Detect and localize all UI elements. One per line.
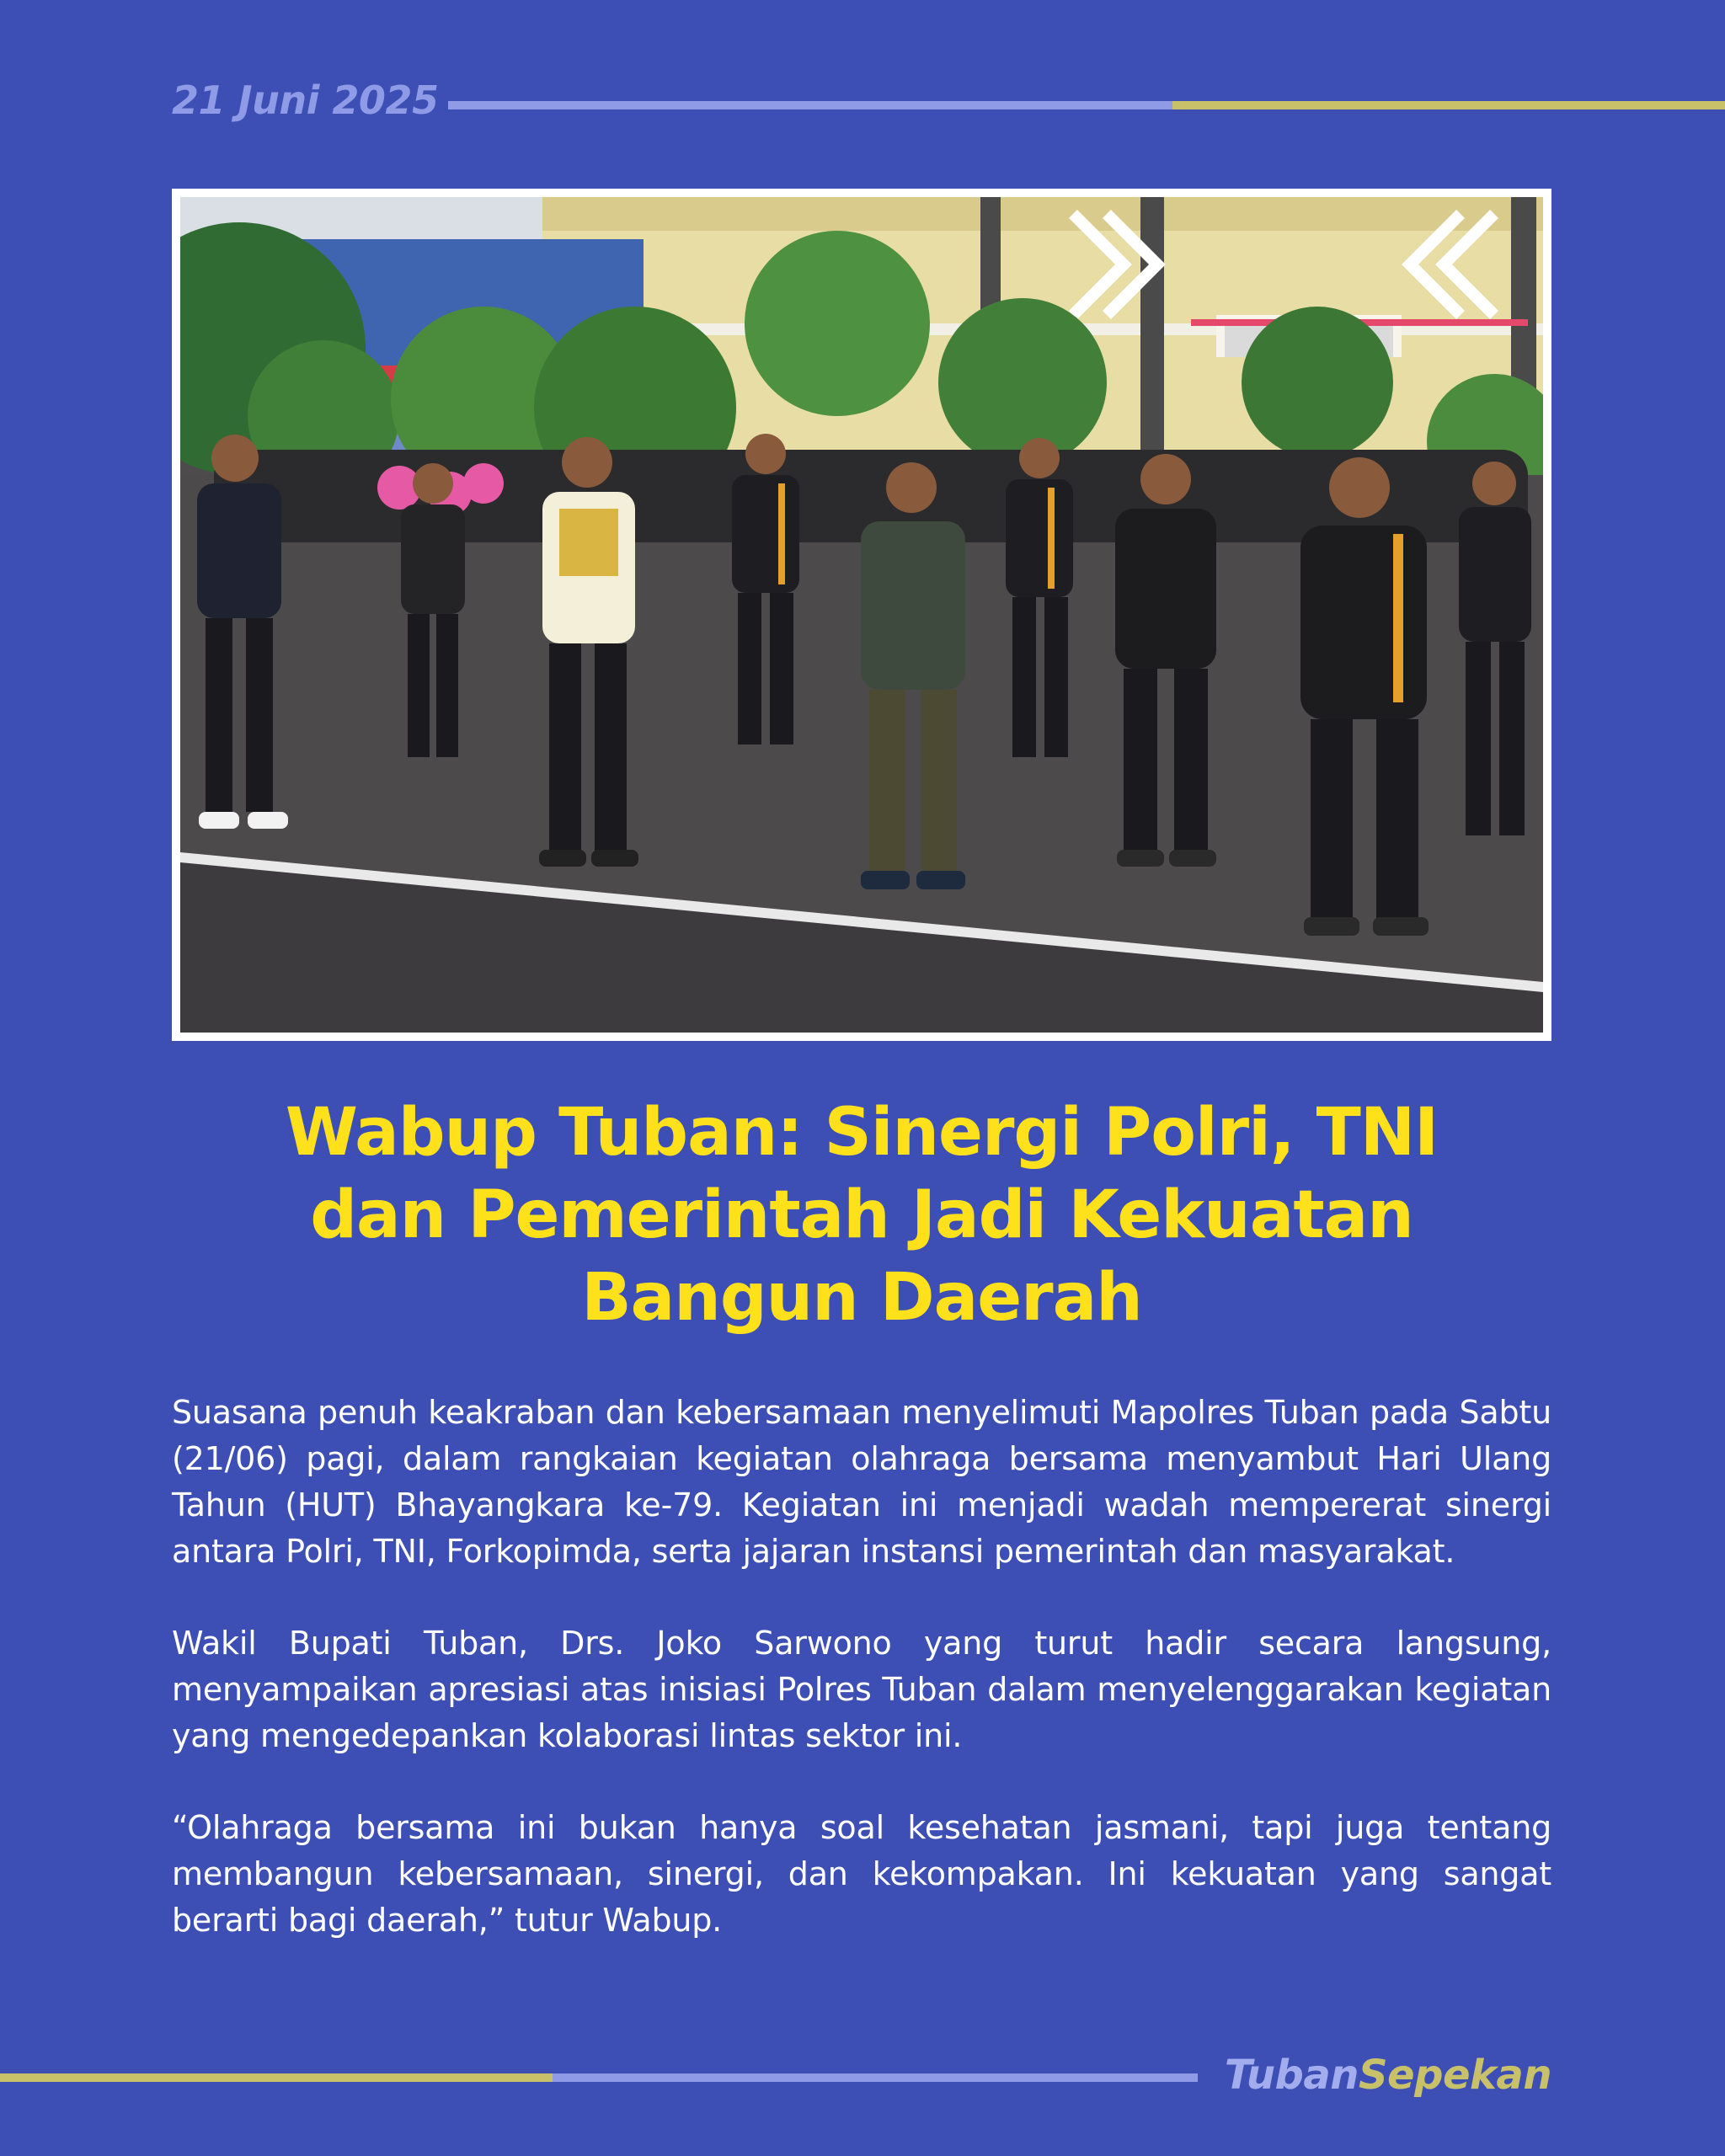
brand-part-2: Sepekan: [1358, 2052, 1551, 2099]
article-paragraph-3: “Olahraga bersama ini bukan hanya soal kesehatan jasmani, tapi juga tentang membangun kebersamaan, sinergi, dan kekompakan. Ini kekuatan yang sangat berarti bagi daerah,” tutur Wabup.: [172, 1809, 1551, 1939]
article-photo-frame: [172, 189, 1551, 1041]
publish-date: 21 Juni 2025: [172, 77, 439, 123]
headline-line-2: dan Pemerintah Jadi Kekuatan: [310, 1177, 1413, 1253]
bottom-divider-blue: [553, 2073, 1198, 2082]
bottom-divider-gold: [0, 2073, 553, 2082]
headline-line-1: Wabup Tuban: Sinergi Polri, TNI: [285, 1095, 1439, 1171]
article-paragraph-2: Wakil Bupati Tuban, Drs. Joko Sarwono yang turut hadir secara langsung, menyampaikan apresiasi atas inisiasi Polres Tuban dalam menyelenggarakan kegiatan yang mengedepankan kolaborasi lintas sektor ini.: [172, 1625, 1551, 1754]
brand-logo: [1225, 2052, 1551, 2099]
brand-part-1: Tuban: [1224, 2052, 1359, 2099]
bottom-bar: [0, 2052, 1725, 2105]
top-divider-blue: [448, 101, 1172, 109]
article-headline: [172, 1091, 1551, 1339]
article-body: [172, 1390, 1551, 1989]
headline-line-3: Bangun Daerah: [581, 1260, 1142, 1336]
top-divider-gold: [1172, 101, 1725, 109]
article-paragraph-1: Suasana penuh keakraban dan kebersamaan menyelimuti Mapolres Tuban pada Sabtu (21/06) pagi, dalam rangkaian kegiatan olahraga bersama menyambut Hari Ulang Tahun (HUT) Bhayangkara ke-79. Kegiatan ini menjadi wadah mempererat sinergi antara Polri, TNI, Forkopimda, serta jajaran instansi pemerintah dan masyarakat.: [172, 1394, 1551, 1570]
exercise-scene-illustration: [180, 197, 1543, 1033]
top-bar: [0, 74, 1725, 133]
article-photo: [180, 197, 1543, 1033]
